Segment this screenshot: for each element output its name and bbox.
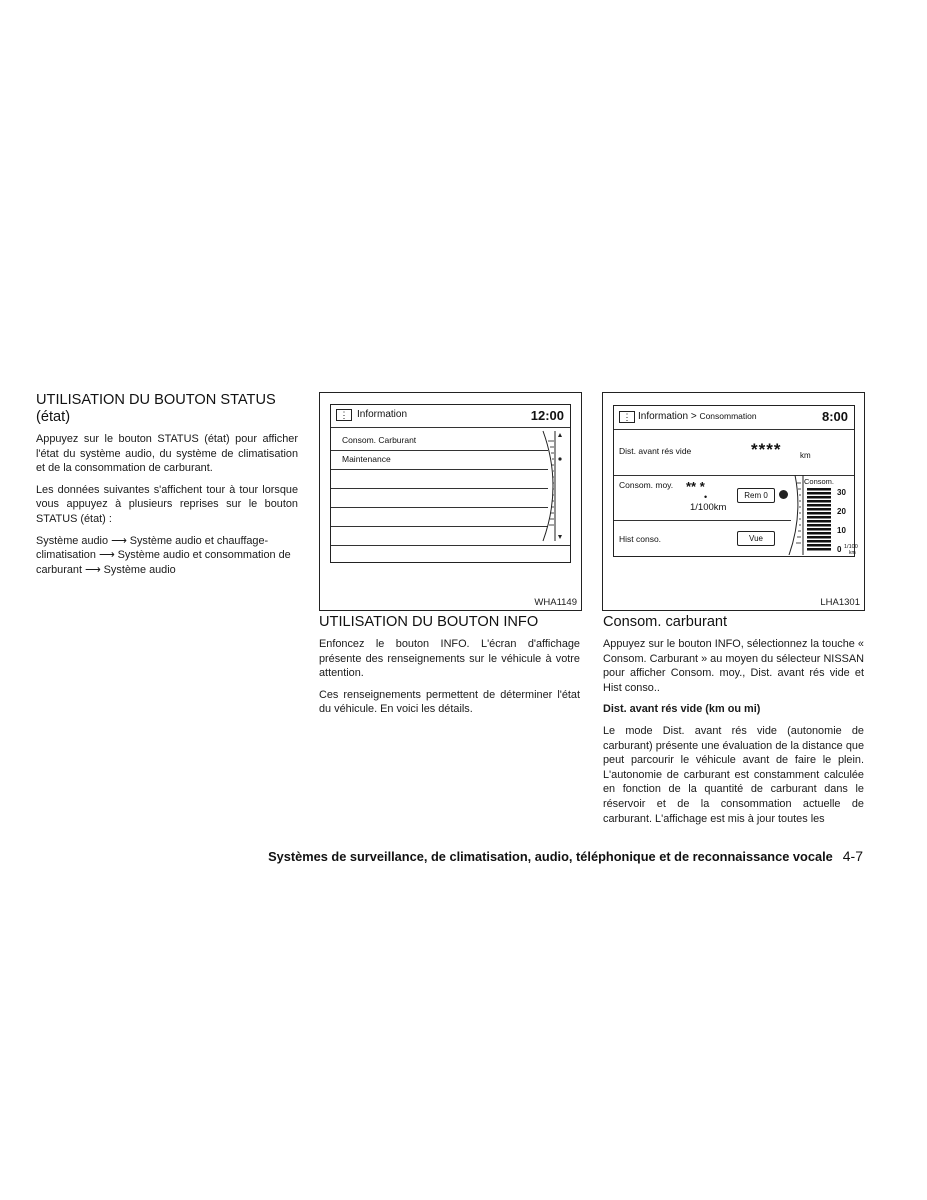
clock: 8:00: [821, 409, 848, 424]
display-screen: [613, 405, 858, 557]
avg-label: Consom. moy.: [619, 480, 674, 490]
scroll-dial[interactable]: [539, 427, 569, 545]
gauge-tick-0: 0: [837, 545, 842, 554]
subheading: Dist. avant rés vide (km ou mi): [603, 703, 761, 716]
paragraph: Les données suivantes s'affichent tour à tour lorsque vous appuyez à plusieurs reprises sur le bouton STATUS (état) :: [36, 483, 298, 525]
paragraph: Appuyez sur le bouton STATUS (état) pour afficher l'état du système audio, du système de climatisation et de la consommation de carburant.: [36, 433, 298, 475]
page-footer: [0, 848, 863, 864]
gauge-unit-top: 1/100: [844, 544, 858, 550]
gauge-tick-10: 10: [837, 526, 846, 535]
paragraph: Ces renseignements permettent de déterminer l'état du véhicule. En voici les détails.: [319, 688, 580, 716]
figure-code: WHA1149: [534, 597, 577, 608]
paragraph: Le mode Dist. avant rés vide (autonomie de carburant) présente une évaluation de la distance que peut parcourir le véhicule avant de faire le plein. L'autonomie de carburant est constamment calculée en fonction de la quantité de carburant dans le réservoir et de la consommation actuelle de carburant. L'affichage est mis à jour toutes les: [603, 724, 864, 825]
figure-code: LHA1301: [820, 597, 860, 608]
hist-label: Hist conso.: [619, 534, 662, 544]
screen-header-title: Information: [357, 409, 408, 420]
section-title-consom: Consom. carburant: [603, 614, 728, 630]
vue-button[interactable]: Vue: [737, 531, 775, 546]
menu-item-maintenance[interactable]: Maintenance: [342, 454, 391, 464]
gauge-title: Consom.: [804, 477, 835, 486]
screen-header-title: Information > Consommation: [638, 411, 757, 422]
paragraph: Enfoncez le bouton INFO. L'écran d'affichage présente des renseignements sur le véhicule à votre attention.: [319, 638, 580, 680]
dist-unit: km: [800, 451, 811, 460]
avg-unit: 1/100km: [690, 502, 727, 513]
info-icon: ⋮: [336, 409, 352, 421]
gauge-unit-bottom: km: [849, 550, 856, 556]
gauge-tick-30: 30: [837, 488, 846, 497]
menu-item-consom-carburant[interactable]: Consom. Carburant: [342, 435, 417, 445]
clock: 12:00: [530, 408, 564, 423]
dist-value: ****: [751, 440, 782, 459]
rem-button[interactable]: Rem 0: [737, 488, 775, 503]
avg-value: ** *: [686, 479, 705, 494]
figure-consommation-screen: [602, 392, 865, 611]
section-title-info: UTILISATION DU BOUTON INFO: [319, 614, 539, 630]
decimal-dot: •: [704, 492, 708, 502]
gauge-tick-20: 20: [837, 507, 846, 516]
display-screen: [330, 404, 571, 563]
page-number: 4-7: [842, 848, 863, 864]
info-icon: ⋮: [619, 411, 635, 423]
right-column: [603, 614, 864, 833]
middle-column: [319, 614, 580, 724]
footer-chapter-title: Systèmes de surveillance, de climatisation, audio, téléphonique et de reconnaissance vocale: [268, 849, 833, 864]
paragraph: Appuyez sur le bouton INFO, sélectionnez la touche « Consom. Carburant » au moyen du sélecteur NISSAN pour afficher Consom. moy., Dist. avant rés vide et Hist conso..: [603, 638, 864, 694]
left-column: [36, 392, 298, 584]
paragraph: Système audio ⟶ Système audio et chauffage-climatisation ⟶ Système audio et consommation de carburant ⟶ Système audio: [36, 534, 291, 576]
dist-label: Dist. avant rés vide: [619, 446, 692, 456]
figure-information-screen: [319, 392, 582, 611]
section-title-status: UTILISATION DU BOUTON STATUS (état): [36, 392, 276, 425]
